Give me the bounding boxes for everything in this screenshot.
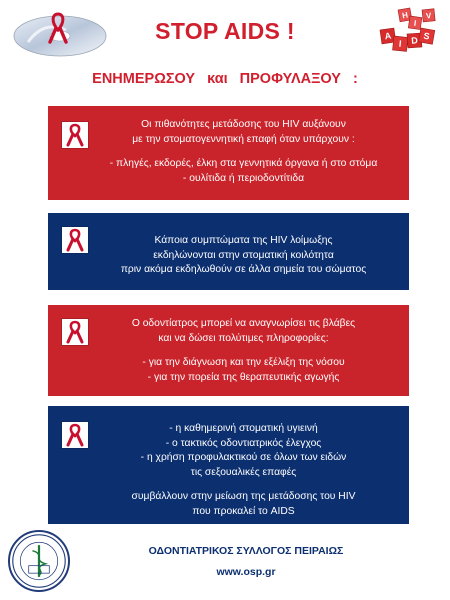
organization-website-link[interactable]: www.osp.gr [216,566,276,578]
panel-spacer [88,147,399,157]
ribbon-tail-right [77,434,82,445]
red-ribbon-icon [62,122,88,148]
panel-line: - η χρήση προφυλακτικού σε όλων των ειδών [140,452,347,463]
panel-line: - για την πορεία της θεραπευτικής αγωγής [147,371,340,383]
ribbon-tail-left [68,239,73,250]
cube-letter: V [425,11,432,21]
panel-line: - για την διάγνωση και την εξέλιξη της νόσου [142,357,345,368]
panel-line: - η καθημερινή στοματική υγιεινή [169,423,318,434]
dental-association-seal-icon [8,530,70,592]
ribbon-tail-left [68,434,73,445]
panel-line: - ουλίτιδα ή περιοδοντίτιδα [182,172,305,184]
panel-line: και να δώσει πολύτιμες πληροφορίες: [158,332,329,344]
panel-line: τις σεξουαλικές επαφές [190,466,297,478]
aids-letter-cubes-icon [376,6,444,58]
organization-name: ΟΔΟΝΤΙΑΤΡΙΚΟΣ ΣΥΛΛΟΓΟΣ ΠΕΙΡΑΙΩΣ [148,545,344,557]
panel-line: πριν ακόμα εκδηλωθούν σε άλλα σημεία του σώματος [120,264,367,275]
panel-line: εκδηλώνονται στην στοματική κοιλότητα [153,249,334,261]
panel-spacer [88,346,399,356]
panel-line: που προκαλεί το AIDS [192,505,295,517]
ribbon-tail-right [77,239,82,250]
panel-line: συμβάλλουν στην μείωση της μετάδοσης του HIV [131,491,356,502]
panel-spacer [88,480,399,490]
panel-line: Κάποια συμπτώματα της HIV λοίμωξης [154,235,333,246]
red-ribbon-icon [62,422,88,448]
ribbon-tail-left [68,134,73,145]
cube-letter: S [422,30,431,42]
cube-letter: D [410,35,419,46]
cube-letter: I [413,18,417,28]
ribbon-tail-right [77,331,82,342]
red-ribbon-icon [62,319,88,345]
ribbon-tail-left [68,331,73,342]
red-ribbon-icon [62,227,88,253]
red-ribbon-icon [62,227,88,253]
info-panel-prevention [48,406,409,524]
panel-line: - ο τακτικός οδοντιατρικός έλεγχος [165,437,322,449]
cube-letter: H [401,10,409,21]
panel-line: με την στοματογεννητική επαφή όταν υπάρχουν : [132,133,355,145]
cube-letter: I [398,38,403,49]
info-panel-symptoms [48,213,409,290]
ribbon-tail-right [77,134,82,145]
panel-line: Ο οδοντίατρος μπορεί να αναγνωρίσει τις βλάβες [131,318,356,329]
info-panel-dentist-role [48,305,409,396]
panel-line: - πληγές, εκδορές, έλκη στα γεννητικά όργανα ή στο στόμα [109,158,378,169]
info-panel-transmission [48,106,409,200]
cube-letter: A [383,30,392,42]
red-ribbon-icon [62,122,88,148]
red-ribbon-icon [62,319,88,345]
page-title: STOP AIDS ! [155,18,295,44]
page-subtitle: ΕΝΗΜΕΡΩΣΟΥ και ΠΡΟΦΥΛΑΞΟΥ : [92,71,358,87]
red-ribbon-icon [62,422,88,448]
panel-line: Οι πιθανότητες μετάδοσης του HIV αυξάνουν [141,119,346,130]
